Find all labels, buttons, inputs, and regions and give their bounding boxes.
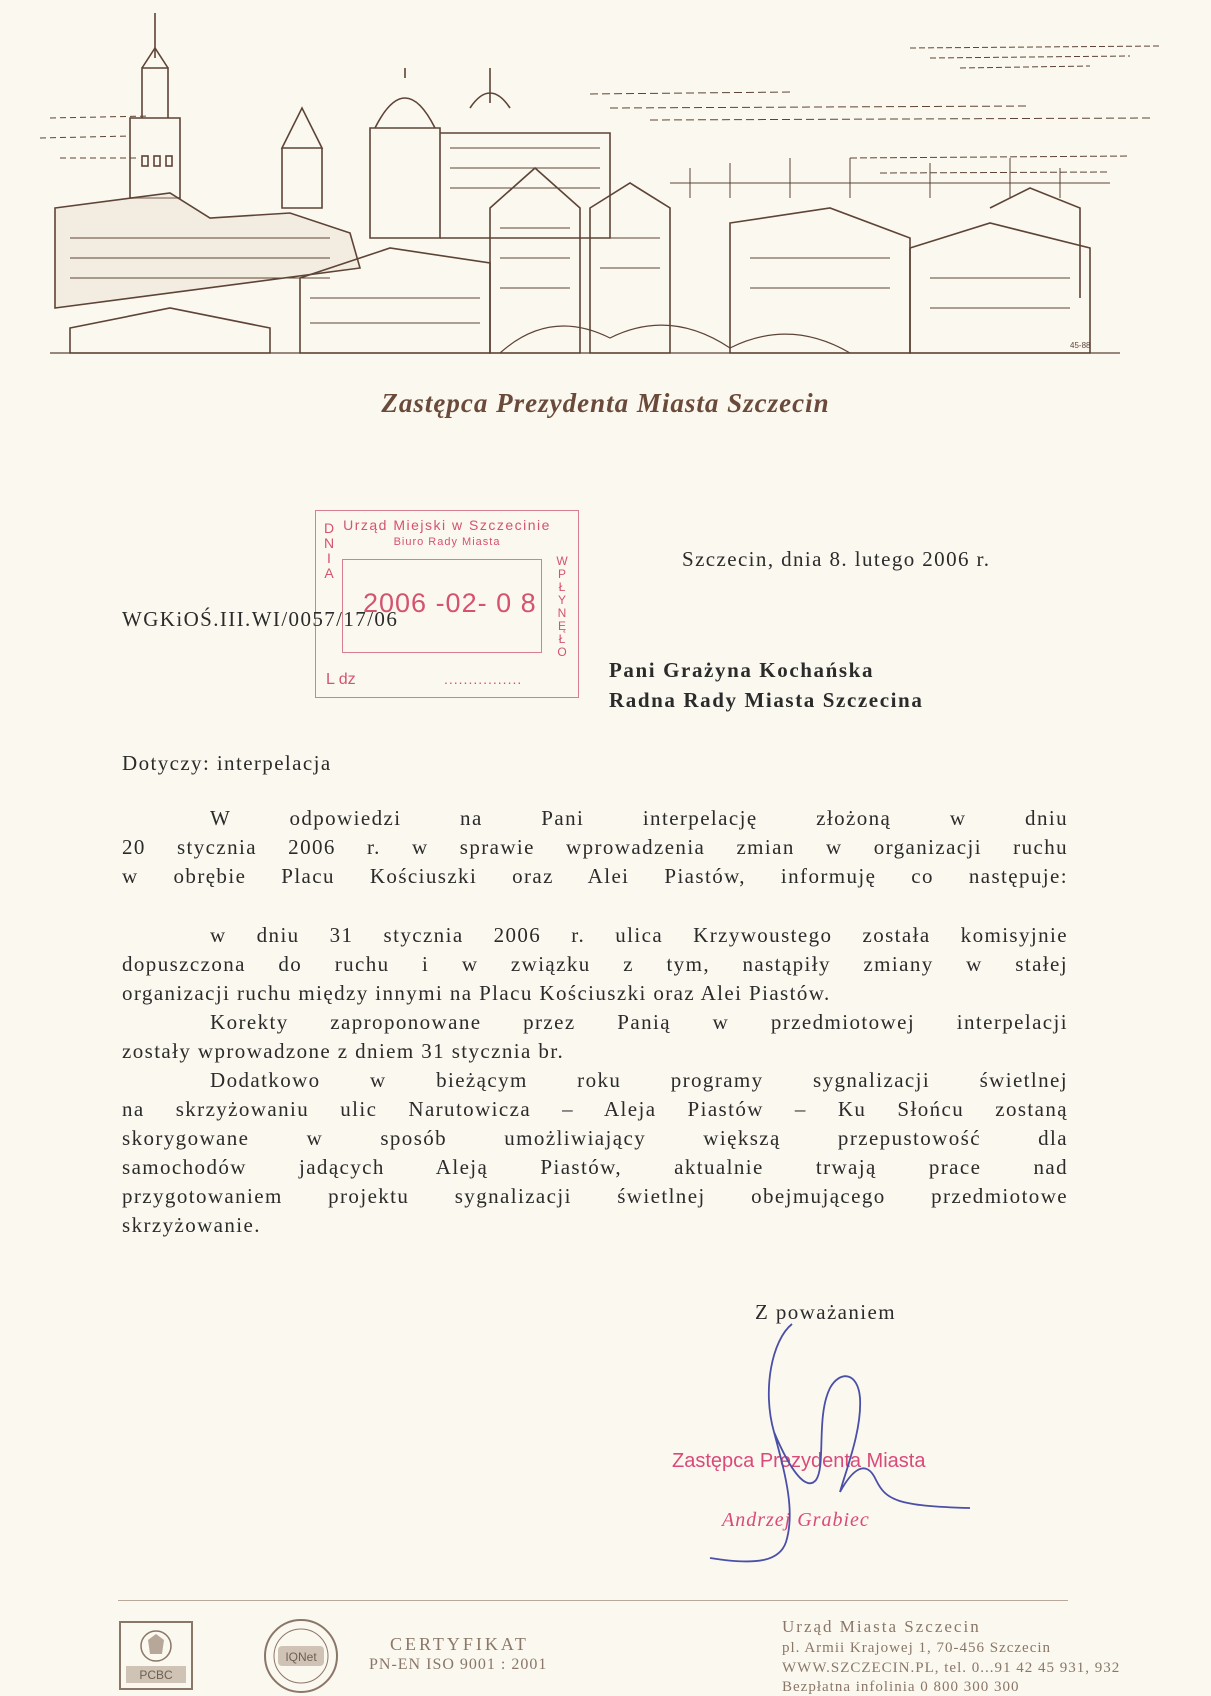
paragraph-1-line-1: W odpowiedzi na Pani interpelację złożoną w dniu — [210, 806, 1068, 830]
reference-number: WGKiOŚ.III.WI/0057/17/06 — [122, 607, 399, 631]
pcbc-certification-logo — [118, 1620, 194, 1691]
stamp-ldz-blank: ................ — [444, 671, 523, 687]
paragraph-2-line-3: organizacji ruchu między innymi na Placu Kościuszki oraz Alei Piastów. — [122, 981, 831, 1005]
iqnet-certification-logo — [258, 1616, 344, 1696]
office-address: pl. Armii Krajowej 1, 70-456 Szczecin — [782, 1640, 1052, 1656]
office-website-phone: WWW.SZCZECIN.PL, tel. 0...91 42 45 931, 932 — [782, 1660, 1121, 1676]
recipient-role: Radna Rady Miasta Szczecina — [609, 688, 924, 712]
stamp-wplynelo-label: W P Ł Y N Ę Ł O — [556, 554, 568, 659]
recipient-name: Pani Grażyna Kochańska — [609, 658, 875, 682]
stamp-department: Biuro Rady Miasta — [393, 536, 501, 548]
stamp-ldz: L dz — [326, 671, 356, 688]
certificate-title: CERTYFIKAT — [390, 1634, 529, 1654]
paragraph-1-line-3: w obrębie Placu Kościuszki oraz Alei Piastów, informuję co następuje: — [122, 864, 1068, 888]
szczecin-skyline-illustration — [30, 8, 1180, 383]
paragraph-2-line-1: w dniu 31 stycznia 2006 r. ulica Krzywoustego została komisyjnie — [210, 923, 1068, 947]
header-title: Zastępca Prezydenta Miasta Szczecin — [381, 388, 830, 418]
paragraph-4-line-2: na skrzyżowaniu ulic Narutowicza – Aleja Piastów – Ku Słońcu zostaną — [122, 1097, 1068, 1121]
artist-mark: 45-88 — [1070, 341, 1091, 350]
office-name: Urząd Miasta Szczecin — [782, 1617, 981, 1636]
received-stamp — [315, 510, 579, 698]
stamp-date: 2006 -02- 0 8 — [363, 588, 537, 618]
closing-greeting: Z poważaniem — [755, 1300, 896, 1324]
iqnet-logo-text: IQNet — [285, 1650, 317, 1664]
footer-divider — [118, 1600, 1068, 1601]
signatory-name-stamp: Andrzej Grabiec — [722, 1509, 870, 1531]
stamp-dnia-label: D N I A — [323, 520, 335, 581]
paragraph-4-line-5: przygotowaniem projektu sygnalizacji świetlnej obejmującego przedmiotowe — [122, 1184, 1068, 1208]
paragraph-3-line-2: zostały wprowadzone z dniem 31 stycznia br. — [122, 1039, 565, 1063]
office-hotline: Bezpłatna infolinia 0 800 300 300 — [782, 1679, 1020, 1695]
pcbc-logo-text: PCBC — [139, 1668, 173, 1682]
paragraph-2-line-2: dopuszczona do ruchu i w związku z tym, nastąpiły zmiany w stałej — [122, 952, 1068, 976]
paragraph-4-line-4: samochodów jadących Aleją Piastów, aktualnie trwają prace nad — [122, 1155, 1068, 1179]
stamp-date-box — [342, 559, 542, 653]
signatory-title-stamp: Zastępca Prezydenta Miasta — [672, 1450, 926, 1472]
stamp-office: Urząd Miejski w Szczecinie — [343, 517, 551, 533]
paragraph-4-line-3: skorygowane w sposób umożliwiający większą przepustowość dla — [122, 1126, 1068, 1150]
letter-date: Szczecin, dnia 8. lutego 2006 r. — [682, 547, 991, 571]
certificate-standard: PN-EN ISO 9001 : 2001 — [369, 1656, 548, 1673]
subject-line: Dotyczy: interpelacja — [122, 751, 332, 775]
paragraph-4-line-1: Dodatkowo w bieżącym roku programy sygnalizacji świetlnej — [210, 1068, 1068, 1092]
paragraph-4-line-6: skrzyżowanie. — [122, 1213, 261, 1237]
paragraph-3-line-1: Korekty zaproponowane przez Panią w przedmiotowej interpelacji — [210, 1010, 1068, 1034]
paragraph-1-line-2: 20 stycznia 2006 r. w sprawie wprowadzenia zmian w organizacji ruchu — [122, 835, 1068, 859]
handwritten-signature — [700, 1320, 980, 1570]
